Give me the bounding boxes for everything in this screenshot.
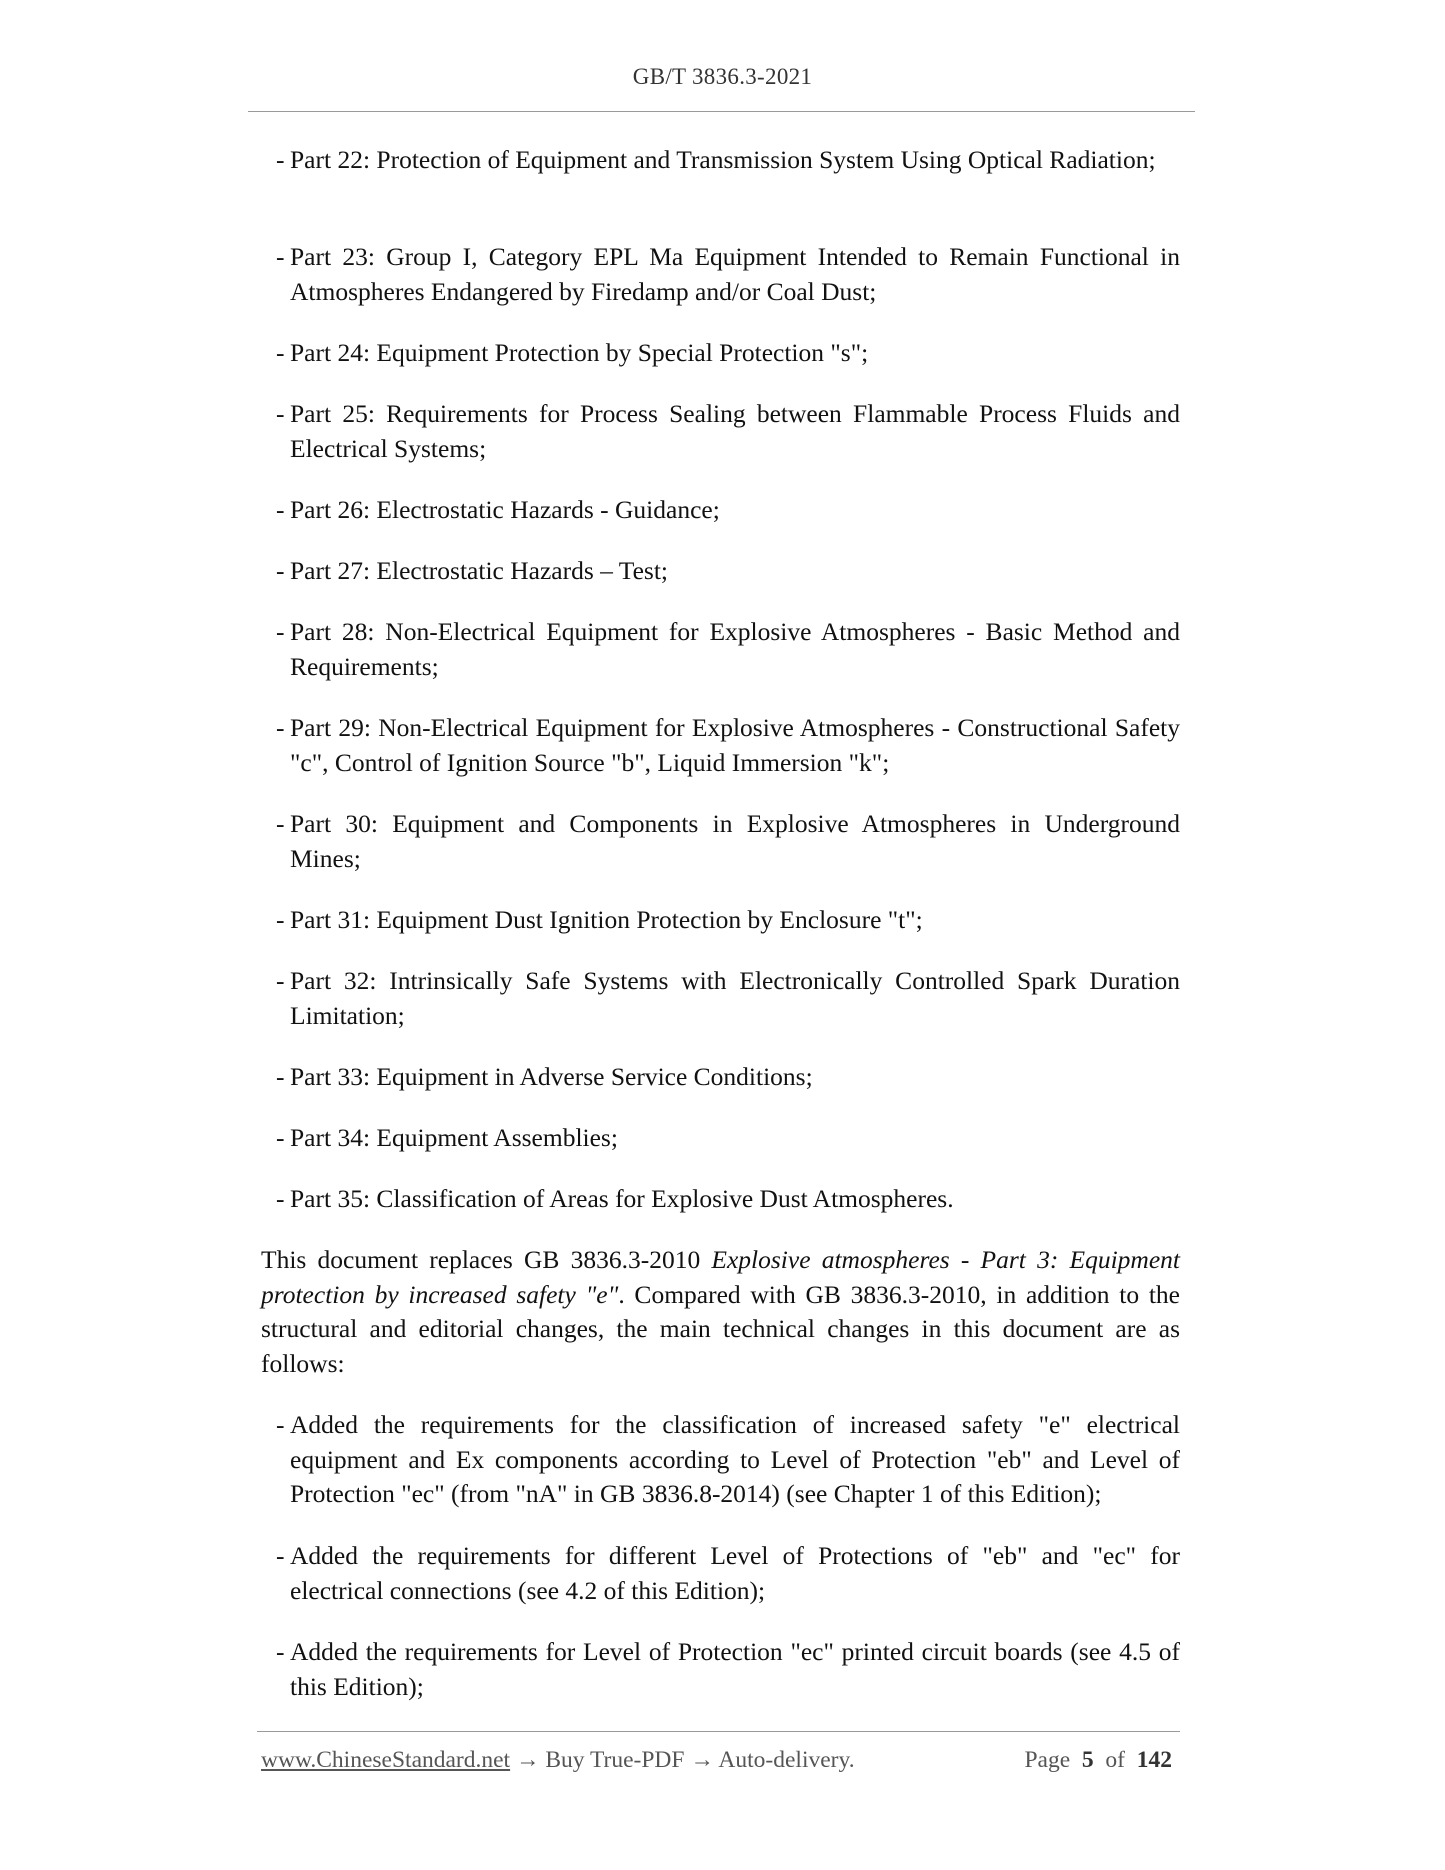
- list-dash: -: [276, 1123, 285, 1152]
- list-item-text: Part 31: Equipment Dust Ignition Protection by Enclosure "t";: [290, 905, 923, 934]
- page-header-title: GB/T 3836.3-2021: [632, 64, 813, 89]
- of-label: of: [1105, 1747, 1125, 1773]
- list-item-text: Part 27: Electrostatic Hazards – Test;: [290, 556, 669, 585]
- list-dash: -: [276, 495, 285, 524]
- list-dash: -: [276, 1541, 285, 1570]
- list-item-text: Added the requirements for Level of Protection "ec" printed circuit boards (see 4.5 of this Edition);: [290, 1637, 1180, 1701]
- list-item: [276, 240, 1180, 309]
- list-item: [276, 143, 1180, 178]
- list-item: [276, 1182, 1180, 1217]
- list-item-text: Part 24: Equipment Protection by Special Protection "s";: [290, 338, 869, 367]
- list-item: [276, 615, 1180, 684]
- list-dash: -: [276, 1637, 285, 1666]
- list-item-text: Part 32: Intrinsically Safe Systems with Electronically Controlled Spark Duration Limitation;: [290, 966, 1180, 1030]
- list-item: [276, 554, 1180, 589]
- list-item: [276, 807, 1180, 876]
- footer-divider: [257, 1731, 1180, 1732]
- list-item-text: Added the requirements for different Level of Protections of "eb" and "ec" for electrical connections (see 4.2 of this Edition);: [290, 1541, 1180, 1605]
- list-item: [276, 711, 1180, 780]
- list-item-text: Part 28: Non-Electrical Equipment for Explosive Atmospheres - Basic Method and Requirements;: [290, 617, 1180, 681]
- list-item-text: Part 29: Non-Electrical Equipment for Explosive Atmospheres - Constructional Safety "c", Control of Ignition Source "b", Liquid Immersion "k";: [290, 713, 1180, 777]
- list-dash: -: [276, 966, 285, 995]
- list-dash: -: [276, 1184, 285, 1213]
- list-item: [276, 903, 1180, 938]
- list-item-text: Part 25: Requirements for Process Sealing between Flammable Process Fluids and Electrical Systems;: [290, 399, 1180, 463]
- list-item-text: Part 26: Electrostatic Hazards - Guidance;: [290, 495, 720, 524]
- list-item: [276, 397, 1180, 466]
- list-item-text: Part 35: Classification of Areas for Explosive Dust Atmospheres.: [290, 1184, 954, 1213]
- website-link[interactable]: www.ChineseStandard.net: [261, 1747, 511, 1773]
- current-page-number: 5: [1081, 1747, 1094, 1773]
- page-label: Page: [1024, 1747, 1071, 1773]
- list-item-text: Part 30: Equipment and Components in Explosive Atmospheres in Underground Mines;: [290, 809, 1180, 873]
- list-dash: -: [276, 242, 285, 271]
- header-divider: [248, 111, 1195, 112]
- list-dash: -: [276, 1410, 285, 1439]
- list-item-text: Added the requirements for the classification of increased safety "e" electrical equipment and Ex components according to Level of Protection "eb" and Level of Protection "ec" (from "nA" in GB 3836.8-2014) (see Chapter 1 of this Edition);: [290, 1410, 1180, 1508]
- replacement-paragraph: [261, 1243, 1180, 1381]
- list-item-text: Part 23: Group I, Category EPL Ma Equipment Intended to Remain Functional in Atmospheres Endangered by Firedamp and/or Coal Dust;: [290, 242, 1180, 306]
- list-dash: -: [276, 338, 285, 367]
- list-item: [276, 964, 1180, 1033]
- list-item: [276, 336, 1180, 371]
- list-dash: -: [276, 1062, 285, 1091]
- list-item: [276, 1060, 1180, 1095]
- list-item: [276, 1635, 1180, 1704]
- list-item: [276, 1121, 1180, 1156]
- arrow-right-icon: →: [690, 1747, 714, 1773]
- footer-promo: [261, 1747, 855, 1774]
- arrow-right-icon: →: [515, 1747, 540, 1773]
- list-item: [276, 1539, 1180, 1608]
- list-item-text: Part 33: Equipment in Adverse Service Conditions;: [290, 1062, 813, 1091]
- list-dash: -: [276, 617, 285, 646]
- list-dash: -: [276, 145, 285, 174]
- paragraph-text: . Compared with GB 3836.3-2010, in addition to the structural and editorial changes, the main technical changes in this document are as follows:: [261, 1279, 1180, 1378]
- auto-delivery-text: Auto-delivery.: [718, 1747, 855, 1773]
- list-dash: -: [276, 399, 285, 428]
- document-title-italic: Explosive atmospheres - Part 3: Equipment protection by increased safety "e": [261, 1245, 1180, 1309]
- list-dash: -: [276, 713, 285, 742]
- list-item-text: Part 34: Equipment Assemblies;: [290, 1123, 618, 1152]
- paragraph-text: This document replaces GB 3836.3-2010: [261, 1245, 712, 1274]
- page-number-indicator: [1024, 1747, 1172, 1774]
- buy-true-pdf-text: Buy True-PDF: [545, 1747, 685, 1773]
- list-item: [276, 1408, 1180, 1512]
- list-item: [276, 493, 1180, 528]
- list-dash: -: [276, 809, 285, 838]
- list-dash: -: [276, 905, 285, 934]
- list-item-text: Part 22: Protection of Equipment and Transmission System Using Optical Radiation;: [290, 145, 1156, 174]
- total-pages: 142: [1136, 1747, 1172, 1773]
- list-dash: -: [276, 556, 285, 585]
